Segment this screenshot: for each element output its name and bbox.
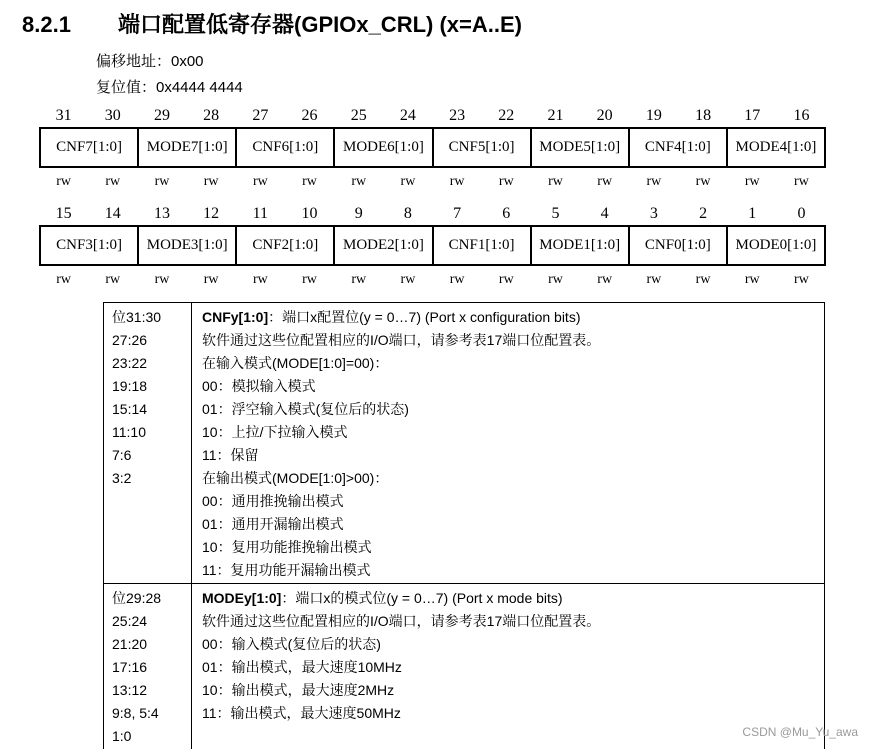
access-type: rw — [252, 174, 268, 189]
access-type: rw — [597, 272, 613, 287]
access-type: rw — [695, 272, 711, 287]
lower-field-row — [39, 225, 826, 266]
description-line: 软件通过这些位配置相应的I/O端口，请参考表17端口位配置表。 — [202, 613, 601, 629]
upper-bit-numbers — [39, 107, 826, 127]
bit-number: 15 — [55, 205, 72, 222]
field-name: CNFy[1:0] — [202, 309, 269, 325]
access-type: rw — [56, 272, 71, 287]
lower-bit-numbers — [39, 205, 826, 225]
bit-range: 25:24 — [112, 613, 148, 629]
bit-number: 2 — [699, 205, 708, 222]
access-type: rw — [548, 272, 563, 287]
register-field: MODE6[1:0] — [335, 129, 433, 166]
description-line: 01：通用开漏输出模式 — [202, 516, 344, 532]
access-type: rw — [302, 272, 317, 287]
bit-number: 26 — [301, 107, 318, 124]
bit-range-cell — [104, 303, 192, 584]
upper-field-row — [39, 127, 826, 168]
register-field: MODE1[1:0] — [532, 227, 630, 264]
access-type: rw — [794, 272, 809, 287]
access-type: rw — [105, 272, 121, 287]
bit-number: 16 — [793, 107, 810, 124]
description-line: 11：保留 — [202, 447, 259, 463]
register-field: MODE4[1:0] — [735, 139, 817, 155]
bit-range: 7:6 — [112, 447, 132, 463]
bit-number: 9 — [354, 205, 363, 222]
access-type: rw — [498, 174, 514, 189]
access-type: rw — [794, 174, 809, 189]
bit-number: 31 — [55, 107, 72, 124]
bit-range: 1:0 — [112, 728, 132, 744]
offset-address: 偏移地址：0x00 — [96, 53, 204, 70]
field-heading — [202, 307, 824, 330]
bit-number: 18 — [695, 107, 712, 124]
section-number: 8.2.1 — [22, 12, 71, 37]
description-line: 01：浮空输入模式(复位后的状态) — [202, 401, 409, 417]
description-line: 00：通用推挽输出模式 — [202, 493, 344, 509]
register-upper-half — [39, 107, 826, 192]
access-type: rw — [646, 174, 662, 189]
register-field: CNF0[1:0] — [630, 227, 728, 264]
bit-range: 27:26 — [112, 332, 148, 348]
bit-number: 20 — [596, 107, 613, 124]
description-row — [104, 584, 825, 749]
bit-range: 23:22 — [112, 355, 148, 371]
bit-number: 10 — [301, 205, 318, 222]
field-name: MODEy[1:0] — [202, 590, 282, 606]
bit-number: 19 — [645, 107, 662, 124]
access-type: rw — [646, 272, 662, 287]
access-type: rw — [351, 174, 367, 189]
register-field: CNF7[1:0] — [41, 129, 139, 166]
bit-number: 6 — [502, 205, 511, 222]
bit-range: 3:2 — [112, 470, 132, 486]
access-type: rw — [498, 272, 514, 287]
access-type: rw — [449, 174, 465, 189]
access-type: rw — [548, 174, 563, 189]
access-type: rw — [351, 272, 367, 287]
register-lower-half — [39, 205, 826, 290]
bit-range: 19:18 — [112, 378, 148, 394]
bit-number: 17 — [744, 107, 761, 124]
register-field: MODE5[1:0] — [532, 129, 630, 166]
bit-number: 28 — [203, 107, 220, 124]
watermark: CSDN @Mu_Yu_awa — [742, 725, 858, 739]
access-type: rw — [252, 272, 268, 287]
access-type: rw — [203, 174, 219, 189]
access-type: rw — [302, 174, 317, 189]
bit-range: 21:20 — [112, 636, 148, 652]
bit-number: 21 — [547, 107, 564, 124]
reset-value: 复位值：0x4444 4444 — [96, 79, 243, 96]
description-line: 11：复用功能开漏输出模式 — [202, 562, 371, 578]
bit-number: 5 — [551, 205, 560, 222]
bit-number: 23 — [449, 107, 466, 124]
access-type: rw — [56, 174, 71, 189]
field-summary: ：端口x配置位(y = 0…7) (Port x configuration bits) — [268, 309, 581, 325]
description-line: 00：模拟输入模式 — [202, 378, 316, 394]
bit-number: 30 — [104, 107, 121, 124]
description-row — [104, 303, 825, 584]
description-line: 在输出模式(MODE[1:0]>00)： — [202, 470, 389, 486]
access-type: rw — [154, 174, 170, 189]
bit-number: 1 — [748, 205, 757, 222]
bit-range: 位31:30 — [112, 309, 162, 325]
description-line: 10：输出模式，最大速度2MHz — [202, 682, 395, 698]
description-line: 11：输出模式，最大速度50MHz — [202, 705, 401, 721]
register-field: MODE2[1:0] — [335, 227, 433, 264]
register-field: MODE3[1:0] — [139, 227, 237, 264]
bit-number: 22 — [498, 107, 515, 124]
description-line: 01：输出模式，最大速度10MHz — [202, 659, 402, 675]
section-title — [22, 8, 522, 39]
register-field: CNF3[1:0] — [41, 227, 139, 264]
field-heading — [202, 588, 824, 611]
description-cell — [192, 303, 825, 584]
bit-range: 位29:28 — [112, 590, 162, 606]
upper-access-row — [39, 174, 826, 192]
register-field: CNF4[1:0] — [630, 129, 728, 166]
access-type: rw — [400, 174, 416, 189]
bit-range: 11:10 — [112, 424, 146, 440]
bit-number: 13 — [153, 205, 170, 222]
description-line: 软件通过这些位配置相应的I/O端口，请参考表17端口位配置表。 — [202, 332, 601, 348]
bit-number: 7 — [453, 205, 462, 222]
access-type: rw — [597, 174, 613, 189]
access-type: rw — [105, 174, 121, 189]
bit-range: 9:8, 5:4 — [112, 705, 159, 721]
bit-range-cell — [104, 584, 192, 749]
bit-number: 4 — [600, 205, 609, 222]
register-field: CNF1[1:0] — [434, 227, 532, 264]
bit-range: 17:16 — [112, 659, 148, 675]
register-field: MODE7[1:0] — [139, 129, 237, 166]
register-field: CNF5[1:0] — [434, 129, 532, 166]
register-title: 端口配置低寄存器(GPIOx_CRL) (x=A..E) — [118, 12, 522, 37]
bit-number: 29 — [153, 107, 170, 124]
bit-number: 25 — [350, 107, 367, 124]
field-summary: ：端口x的模式位(y = 0…7) (Port x mode bits) — [281, 590, 563, 606]
register-field: CNF2[1:0] — [237, 227, 335, 264]
register-field: CNF6[1:0] — [237, 129, 335, 166]
bit-range: 15:14 — [112, 401, 148, 417]
access-type: rw — [695, 174, 711, 189]
bit-number: 27 — [252, 107, 269, 124]
access-type: rw — [449, 272, 465, 287]
bit-number: 14 — [104, 205, 121, 222]
bit-number: 12 — [203, 205, 220, 222]
bit-description-table — [103, 302, 825, 749]
bit-range: 13:12 — [112, 682, 148, 698]
access-type: rw — [154, 272, 170, 287]
lower-access-row — [39, 272, 826, 290]
register-field: MODE0[1:0] — [735, 237, 817, 253]
bit-number: 11 — [252, 205, 269, 222]
bit-number: 3 — [649, 205, 658, 222]
bit-number: 0 — [797, 205, 806, 222]
description-cell — [192, 584, 825, 749]
description-line: 10：上拉/下拉输入模式 — [202, 424, 348, 440]
description-line: 00：输入模式(复位后的状态) — [202, 636, 381, 652]
description-line: 在输入模式(MODE[1:0]=00)： — [202, 355, 389, 371]
bit-number: 8 — [403, 205, 412, 222]
access-type: rw — [744, 272, 760, 287]
access-type: rw — [400, 272, 416, 287]
access-type: rw — [744, 174, 760, 189]
bit-number: 24 — [399, 107, 416, 124]
description-line: 10：复用功能推挽输出模式 — [202, 539, 372, 555]
access-type: rw — [203, 272, 219, 287]
